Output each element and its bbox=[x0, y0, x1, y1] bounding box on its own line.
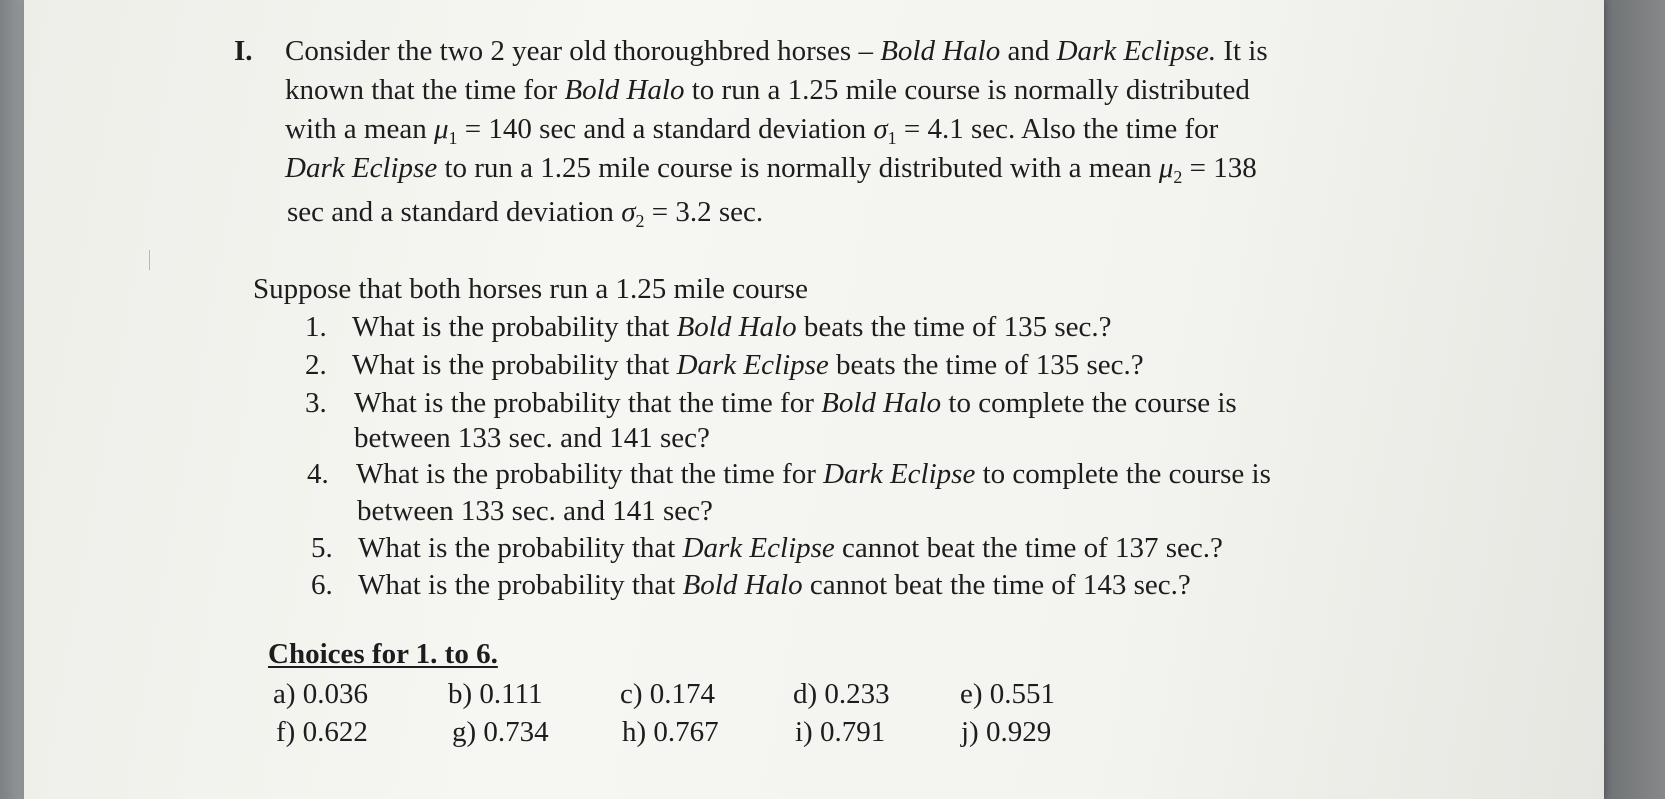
problem-line-3: with a mean $\mu_1 = 140$ sec and a standard deviation $\sigma_1 = 4.1$ sec. Also the time for bbox=[285, 113, 1219, 148]
mu-symbol: μ bbox=[1158, 152, 1174, 184]
choice-item: b) 0.111 bbox=[448, 678, 543, 710]
question-5: What is the probability that Dark Eclipse cannot beat the time of 137 sec.? bbox=[358, 532, 1223, 564]
question-number: 4. bbox=[307, 458, 329, 490]
question-4-continued: between 133 sec. and 141 sec? bbox=[357, 495, 713, 527]
choice-item: c) 0.174 bbox=[620, 678, 716, 710]
horse-name: Dark Eclipse bbox=[285, 152, 438, 184]
horse-name: Bold Halo bbox=[880, 35, 1001, 67]
horse-name: Dark Eclipse. bbox=[1056, 35, 1217, 67]
choice-item: h) 0.767 bbox=[622, 716, 719, 748]
pencil-mark bbox=[149, 250, 150, 270]
horse-name: Dark Eclipse bbox=[682, 532, 835, 564]
problem-line-5: sec and a standard deviation $\sigma_2 = 3.2$ sec. bbox=[287, 196, 764, 231]
problem-numeral: I. bbox=[234, 35, 253, 67]
choice-item: g) 0.734 bbox=[452, 716, 549, 748]
choice-item: d) 0.233 bbox=[793, 678, 890, 710]
horse-name: Bold Halo bbox=[682, 569, 803, 601]
question-2: What is the probability that Dark Eclipse beats the time of 135 sec.? bbox=[352, 349, 1144, 381]
question-6: What is the probability that Bold Halo cannot beat the time of 143 sec.? bbox=[358, 569, 1191, 601]
horse-name: Dark Eclipse bbox=[676, 349, 829, 381]
question-4: What is the probability that the time for Dark Eclipse to complete the course is bbox=[356, 458, 1271, 490]
choice-item: j) 0.929 bbox=[961, 716, 1052, 748]
question-number: 2. bbox=[305, 349, 327, 381]
suppose-line: Suppose that both horses run a 1.25 mile course bbox=[253, 273, 808, 305]
choice-item: i) 0.791 bbox=[795, 716, 886, 748]
horse-name: Bold Halo bbox=[821, 387, 942, 419]
mu-symbol: μ bbox=[433, 113, 449, 145]
horse-name: Dark Eclipse bbox=[823, 458, 976, 490]
sigma-symbol: σ bbox=[873, 113, 888, 145]
question-number: 1. bbox=[305, 311, 327, 343]
choice-item: e) 0.551 bbox=[960, 678, 1056, 710]
question-3-continued: between 133 sec. and 141 sec? bbox=[354, 422, 710, 454]
choice-item: a) 0.036 bbox=[273, 678, 369, 710]
sigma-symbol: σ bbox=[621, 196, 636, 228]
question-number: 3. bbox=[305, 387, 327, 419]
question-3: What is the probability that the time for Bold Halo to complete the course is bbox=[354, 387, 1237, 419]
problem-line-2: known that the time for Bold Halo to run a 1.25 mile course is normally distributed bbox=[285, 74, 1250, 106]
problem-line-1: Consider the two 2 year old thoroughbred horses – Bold Halo and Dark Eclipse. It is bbox=[285, 35, 1268, 67]
question-1: What is the probability that Bold Halo beats the time of 135 sec.? bbox=[352, 311, 1112, 343]
question-number: 5. bbox=[311, 532, 333, 564]
question-number: 6. bbox=[311, 569, 333, 601]
background-edge-right bbox=[1603, 0, 1665, 799]
choice-item: f) 0.622 bbox=[276, 716, 368, 748]
horse-name: Bold Halo bbox=[564, 74, 685, 106]
problem-line-4: Dark Eclipse to run a 1.25 mile course is normally distributed with a mean $\mu_2 = 138$ bbox=[285, 152, 1257, 187]
choices-heading: Choices for 1. to 6. bbox=[268, 638, 498, 670]
horse-name: Bold Halo bbox=[676, 311, 797, 343]
